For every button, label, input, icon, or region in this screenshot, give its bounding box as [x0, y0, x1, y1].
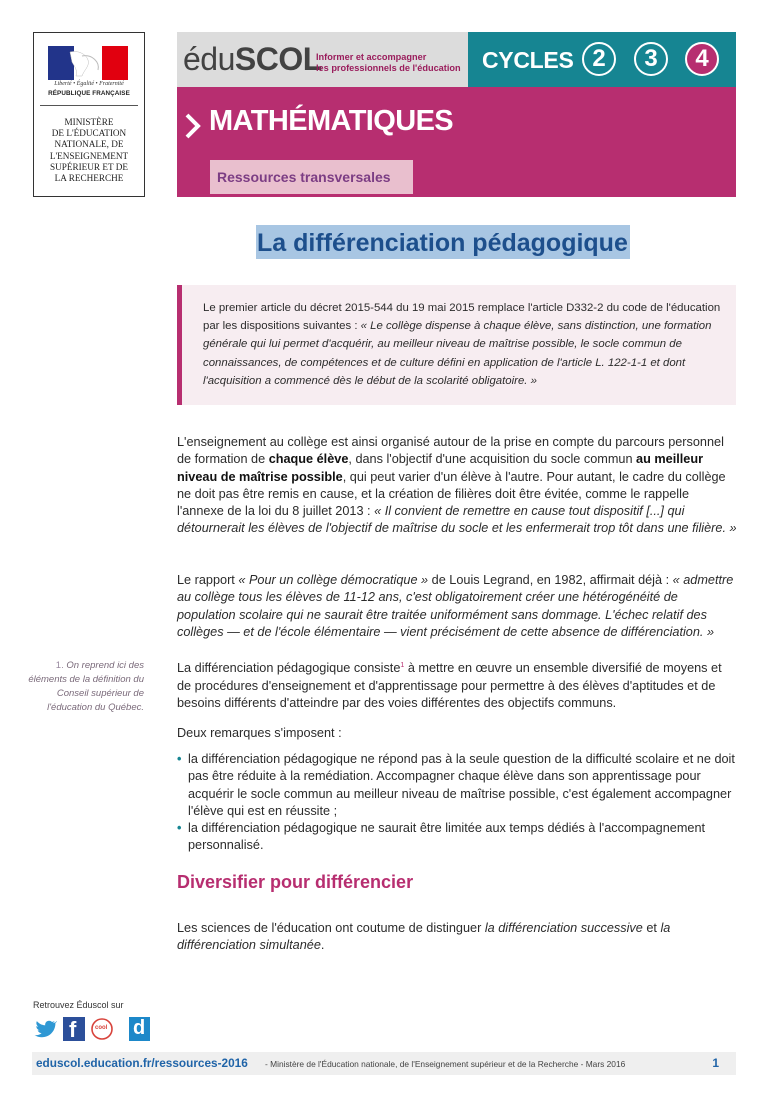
- facebook-glyph: f: [69, 1017, 77, 1042]
- quote-citation: « Le collège dispense à chaque élève, sans distinction, une formation générale qui lui permet d'acquérir, au meilleur niveau de maîtrise possible, le socle commun de connaissances, de compétences et de culture défini en application de l'article L. 122-1-1 et dont l'acquisition a commencé dès le début de la scolarité obligatoire. »: [203, 320, 712, 387]
- paragraph-4: [177, 920, 737, 955]
- ministry-logo: [33, 32, 145, 197]
- p1-text-c: , dans l'objectif d'une acquisition du socle commun: [348, 452, 637, 467]
- scoopit-glyph: cool: [95, 1025, 108, 1031]
- p2-citation: « admettre au collège tous les élèves de 11-12 ans, c'est obligatoirement créer une hétérogénéité de population scolaire qui ne saurait être traitée uniformément sans dommage. L'échec relatif des collèges — et de l'école élémentaire — vient précisément de cette absence de différenciation. »: [177, 573, 734, 639]
- paragraph-1: [177, 434, 737, 538]
- p3-text-a: La différenciation pédagogique consiste: [177, 661, 401, 676]
- paragraph-2: [177, 572, 737, 641]
- p2-text-a: Le rapport: [177, 573, 239, 587]
- chevron-right-icon: [184, 112, 202, 140]
- subject-banner: [177, 87, 736, 197]
- p1-text-d: , qui peut varier d'un élève à l'autre. Pour autant, le cadre du collège ne doit pas être remis en cause, et la création de filières doit être évitée, comme le rappelle l'annexe de la loi du 8 juillet 2013 :: [177, 469, 726, 519]
- cycles-label: CYCLES: [482, 47, 574, 73]
- cycle-2-badge: 2: [582, 42, 616, 76]
- footer-credit: - Ministère de l'Éducation nationale, de l'Enseignement supérieur et de la Recherche - Mars 2016: [265, 1059, 626, 1069]
- quote-intro: Le premier article du décret 2015-544 du 19 mai 2015 remplace l'article D332-2 du code de l'éducation par les dispositions suivantes :: [203, 302, 721, 333]
- remarks-intro: Deux remarques s'imposent :: [177, 726, 342, 740]
- p2-text-b: de Louis Legrand, en 1982, affirmait déjà :: [428, 573, 673, 587]
- p1-bold-maitrise: au meilleur niveau de maîtrise possible: [177, 452, 704, 484]
- ministry-name: MINISTÈRE DE L'ÉDUCATION NATIONALE, DE L'ENSEIGNEMENT SUPÉRIEUR ET DE LA RECHERCHE: [49, 117, 129, 184]
- footer-bar: [32, 1052, 736, 1075]
- footnote-sidenote: [28, 659, 144, 715]
- list-item-text: la différenciation pédagogique ne saurait être limitée aux temps dédiés à l'accompagnement personnalisé.: [188, 821, 706, 853]
- decree-quote-text: [203, 299, 723, 390]
- bullet-icon: •: [177, 752, 182, 766]
- page-number: 1: [712, 1056, 719, 1070]
- p4-text-a: Les sciences de l'éducation ont coutume de distinguer: [177, 921, 485, 935]
- paragraph-3: [177, 657, 737, 712]
- eduscol-logo: [183, 41, 322, 78]
- list-item: [177, 751, 742, 820]
- cycle-4-badge: 4: [685, 42, 719, 76]
- decree-quote-box: [177, 285, 736, 405]
- list-item: [177, 820, 742, 855]
- eduscol-logo-light: édu: [183, 41, 235, 77]
- eduscol-logo-bold: SCOL: [234, 41, 322, 77]
- social-label: Retrouvez Éduscol sur: [33, 1000, 124, 1010]
- section-label: Ressources transversales: [210, 160, 413, 194]
- p4-simultanee: la différenciation simultanée: [177, 921, 671, 953]
- scoopit-icon[interactable]: [90, 1017, 114, 1041]
- footnote-text: On reprend ici des éléments de la définition du Conseil supérieur de l'éducation du Québec.: [28, 660, 144, 714]
- republic-name: RÉPUBLIQUE FRANÇAISE: [48, 90, 130, 97]
- p1-bold-chaque-eleve: chaque élève: [268, 452, 349, 467]
- logo-divider: [40, 105, 138, 106]
- twitter-icon[interactable]: [33, 1017, 57, 1041]
- p1-text-a: L'enseignement au collège est ainsi organisé autour de la prise en compte du parcours personnel de formation de: [177, 435, 724, 467]
- facebook-icon[interactable]: [63, 1017, 85, 1041]
- p1-citation: « Il convient de remettre en cause tout dispositif [...] qui détournerait les élèves de l'objectif de maîtrise du socle et les enfermerait trop tôt dans une filière. »: [177, 504, 737, 536]
- dailymotion-glyph: d: [133, 1017, 146, 1039]
- list-item-text: la différenciation pédagogique ne répond pas à la seule question de la difficulté scolaire et ne doit pas être réduite à la remédiation. Accompagner chaque élève dans son apprentissage pour acquérir le socle commun au meilleur niveau de maîtrise possible, c'est également accompagner l'élève qui est en réussite ;: [188, 752, 735, 818]
- remarks-list: [177, 751, 742, 855]
- cycle-3-badge: 3: [634, 42, 668, 76]
- subject-title: MATHÉMATIQUES: [209, 105, 454, 137]
- p4-text-c: .: [320, 938, 325, 953]
- footer-url-link[interactable]: eduscol.education.fr/ressources-2016: [36, 1056, 248, 1070]
- bullet-icon: •: [177, 821, 182, 836]
- footnote-ref[interactable]: 1: [400, 662, 405, 669]
- page-title: La différenciation pédagogique: [256, 225, 630, 259]
- eduscol-tagline: Informer et accompagner les professionnels de l'éducation: [316, 52, 461, 73]
- p3-text-b: à mettre en œuvre un ensemble diversifié de moyens et de procédures d'enseignement et d'apprentissage pour permettre à des élèves d'aptitudes et de besoins différents d'atteindre par des voies différentes des objectifs communs.: [177, 661, 722, 710]
- dailymotion-icon[interactable]: [129, 1017, 150, 1041]
- eduscol-banner: [177, 32, 468, 87]
- marianne-flag-icon: [48, 46, 128, 80]
- p2-report-title: « Pour un collège démocratique »: [238, 573, 429, 587]
- republic-motto: Liberté • Égalité • Fraternité: [54, 81, 124, 87]
- cycles-banner: [468, 32, 736, 87]
- footnote-number: 1.: [55, 660, 64, 671]
- section-heading: Diversifier pour différencier: [177, 872, 414, 892]
- p4-text-b: et: [642, 921, 661, 935]
- p4-successive: la différenciation successive: [484, 921, 643, 935]
